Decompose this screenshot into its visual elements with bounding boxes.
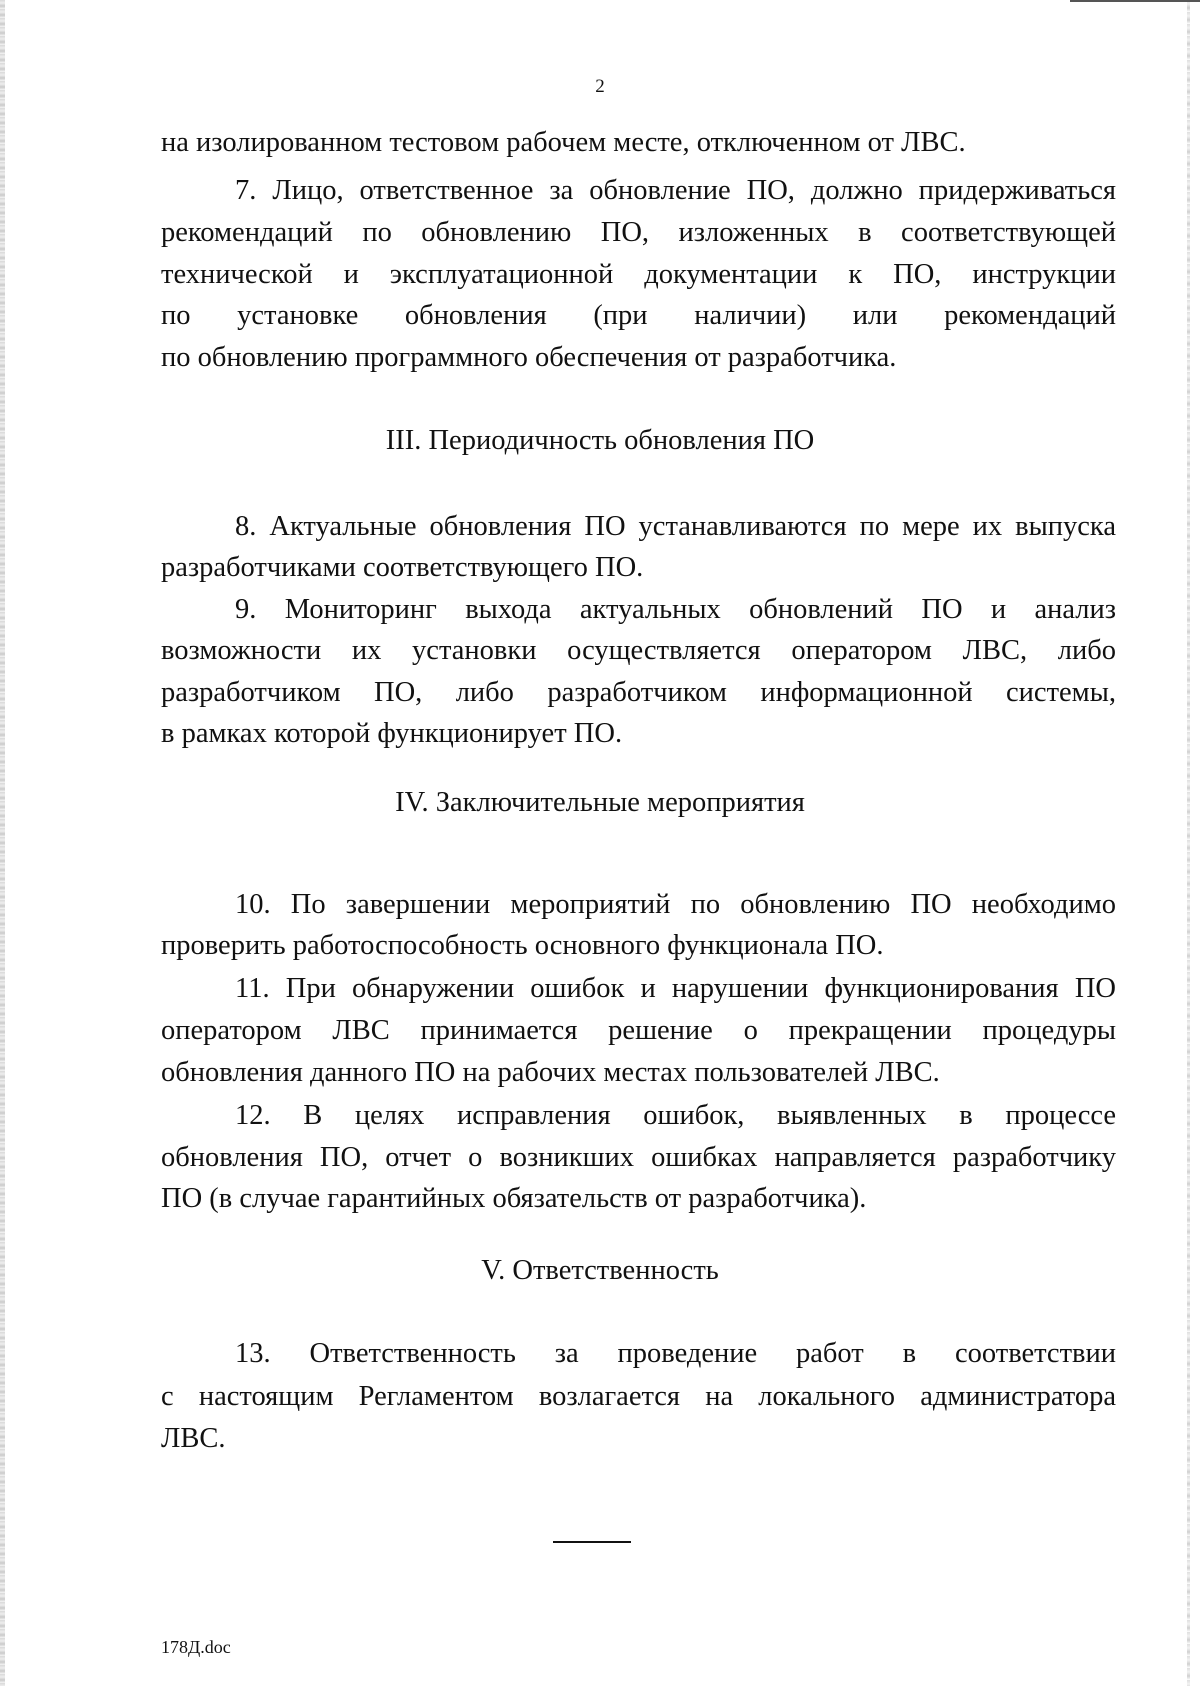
paragraph-line: с настоящим Регламентом возлагается на локального администратора bbox=[161, 1381, 1116, 1412]
paragraph-line: 10. По завершении мероприятий по обновлению ПО необходимо bbox=[235, 889, 1116, 920]
paragraph-line: 8. Актуальные обновления ПО устанавливаются по мере их выпуска bbox=[235, 511, 1116, 542]
paragraph-line: проверить работоспособность основного функционала ПО. bbox=[161, 930, 884, 961]
paragraph-line: 9. Мониторинг выхода актуальных обновлений ПО и анализ bbox=[235, 594, 1116, 625]
scan-edge-left bbox=[0, 0, 5, 1686]
section-heading: IV. Заключительные мероприятия bbox=[395, 787, 805, 818]
paragraph-line: разработчиками соответствующего ПО. bbox=[161, 552, 644, 583]
paragraph-line: обновления данного ПО на рабочих местах пользователей ЛВС. bbox=[161, 1057, 940, 1088]
footer-filename: 178Д.doc bbox=[161, 1637, 231, 1657]
paragraph-line: разработчиком ПО, либо разработчиком информационной системы, bbox=[161, 677, 1116, 708]
paragraph-line: оператором ЛВС принимается решение о прекращении процедуры bbox=[161, 1015, 1116, 1046]
section-heading: III. Периодичность обновления ПО bbox=[385, 425, 815, 456]
paragraph-line: рекомендаций по обновлению ПО, изложенных в соответствующей bbox=[161, 217, 1116, 248]
paragraph-line: обновления ПО, отчет о возникших ошибках направляется разработчику bbox=[161, 1142, 1116, 1173]
paragraph-line: 11. При обнаружении ошибок и нарушении функционирования ПО bbox=[235, 973, 1116, 1004]
paragraph-line: 12. В целях исправления ошибок, выявленных в процессе bbox=[235, 1100, 1116, 1131]
paragraph-line: по установке обновления (при наличии) или рекомендаций bbox=[161, 300, 1116, 331]
paragraph-line: возможности их установки осуществляется оператором ЛВС, либо bbox=[161, 635, 1116, 666]
scan-edge-right bbox=[1187, 0, 1190, 1686]
paragraph-line: по обновлению программного обеспечения от разработчика. bbox=[161, 342, 897, 373]
paragraph-line: на изолированном тестовом рабочем месте, отключенном от ЛВС. bbox=[161, 127, 966, 158]
paragraph-line: 13. Ответственность за проведение работ в соответствии bbox=[235, 1338, 1116, 1369]
paragraph-line: ЛВС. bbox=[161, 1423, 226, 1454]
section-heading: V. Ответственность bbox=[481, 1255, 719, 1286]
paragraph-line: ПО (в случае гарантийных обязательств от разработчика). bbox=[161, 1183, 867, 1214]
paragraph-line: технической и эксплуатационной документации к ПО, инструкции bbox=[161, 259, 1116, 290]
scan-top-line bbox=[1070, 0, 1200, 2]
paragraph-line: в рамках которой функционирует ПО. bbox=[161, 718, 623, 749]
paragraph-line: 7. Лицо, ответственное за обновление ПО, должно придерживаться bbox=[235, 175, 1116, 206]
end-divider bbox=[553, 1541, 631, 1543]
page-number: 2 bbox=[595, 76, 605, 97]
